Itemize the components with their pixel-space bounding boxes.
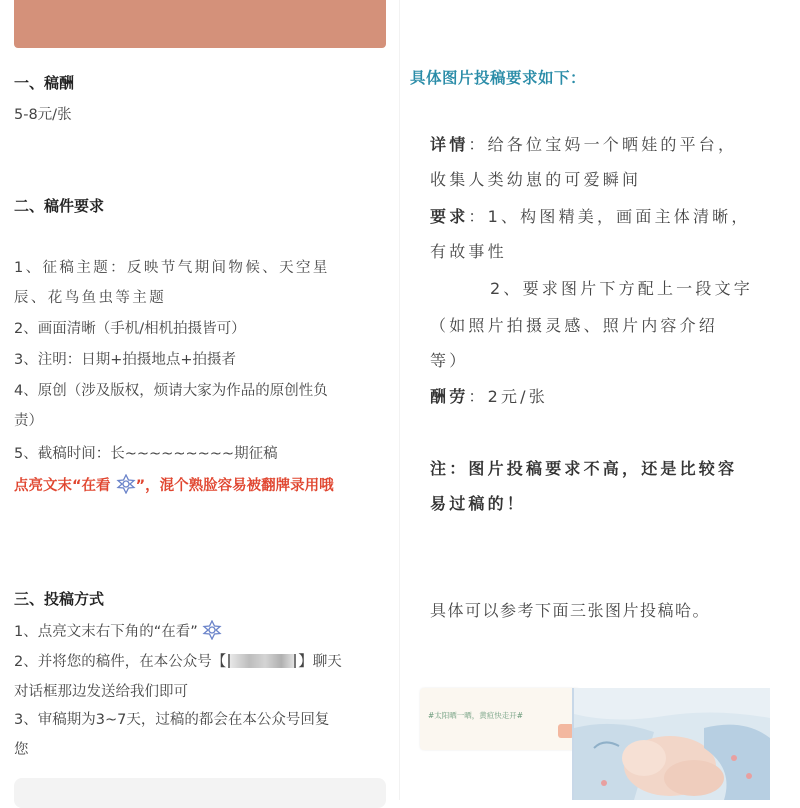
- requirement-line-3: 2、要求图片下方配上一段文字: [490, 279, 753, 298]
- submission-step-2-text-start: 2、并将您的稿件，在本公众号【: [14, 654, 227, 670]
- highlight-notice-text-end: ”，混个熟脸容易被翻牌录用哦: [135, 478, 334, 494]
- header-banner-image: [14, 0, 386, 48]
- thumbnail-caption: #太阳晒一晒，黄疸快走开#: [428, 711, 524, 720]
- highlight-notice: [14, 474, 334, 495]
- submission-step-2-line-1: [14, 650, 342, 671]
- section-title-requirements: 二、稿件要求: [14, 197, 105, 215]
- requirement-3: 3、注明：日期+拍摄地点+拍摄者: [14, 352, 237, 368]
- details-line-1: [430, 132, 737, 155]
- note-line-2: 易过稿的！: [430, 494, 527, 513]
- requirement-4-line-2: 责）: [14, 413, 43, 429]
- reference-text: 具体可以参考下面三张图片投稿哈。: [430, 601, 711, 620]
- example-thumbnail-card: [420, 688, 580, 750]
- details-label: 详情: [430, 135, 469, 154]
- requirement-text: ：1、构图精美，画面主体清晰，: [468, 207, 751, 226]
- note-line-1: 注：图片投稿要求不高，还是比较容: [430, 459, 738, 478]
- blurred-account-name: [228, 654, 296, 668]
- requirement-1-line-2: 辰、花鸟鱼虫等主题: [14, 290, 167, 306]
- submission-step-1: [14, 620, 222, 641]
- submission-step-1-text: 1、点亮文末右下角的“在看”: [14, 624, 198, 640]
- section-title-payment: 一、稿酬: [14, 74, 75, 92]
- sun-icon: [116, 474, 136, 494]
- payment-value: 5-8元/张: [14, 107, 72, 123]
- submission-step-3-line-1: 3、审稿期为3~7天，过稿的都会在本公众号回复: [14, 712, 330, 728]
- requirement-line-2: 有故事性: [430, 242, 507, 261]
- requirement-4-line-1: 4、原创（涉及版权，烦请大家为作品的原创性负: [14, 383, 328, 399]
- left-article-panel: [0, 0, 400, 800]
- submission-step-2-line-2: 对话框那边发送给我们即可: [14, 684, 188, 700]
- details-line-2: 收集人类幼崽的可爱瞬间: [430, 170, 642, 189]
- requirement-line-5: 等）: [430, 351, 469, 370]
- requirement-2: 2、画面清晰（手机/相机拍摄皆可）: [14, 321, 246, 337]
- details-text: ：给各位宝妈一个晒娃的平台，: [468, 135, 738, 154]
- submission-step-3-line-2: 您: [14, 742, 29, 758]
- highlight-notice-text-start: 点亮文末“在看: [14, 478, 116, 494]
- requirement-5: 5、截稿时间：长~~~~~~~~~期征稿: [14, 446, 278, 462]
- photo-requirements-title: 具体图片投稿要求如下：: [410, 69, 587, 87]
- requirement-line-4: （如照片拍摄灵感、照片内容介绍: [430, 316, 719, 335]
- sun-icon: [202, 620, 222, 640]
- requirement-label: 要求: [430, 207, 469, 226]
- baby-photo: [572, 688, 770, 800]
- submission-step-2-text-end: 】聊天: [298, 654, 342, 670]
- section-title-submission: 三、投稿方式: [14, 590, 105, 608]
- reward-line: [430, 384, 548, 407]
- requirement-line-1: [430, 204, 751, 227]
- reward-label: 酬劳: [430, 387, 469, 406]
- bottom-card: [14, 778, 386, 808]
- requirement-1-line-1: 1、征稿主题：反映节气期间物候、天空星: [14, 260, 330, 276]
- reward-value: ：2元/张: [468, 387, 548, 406]
